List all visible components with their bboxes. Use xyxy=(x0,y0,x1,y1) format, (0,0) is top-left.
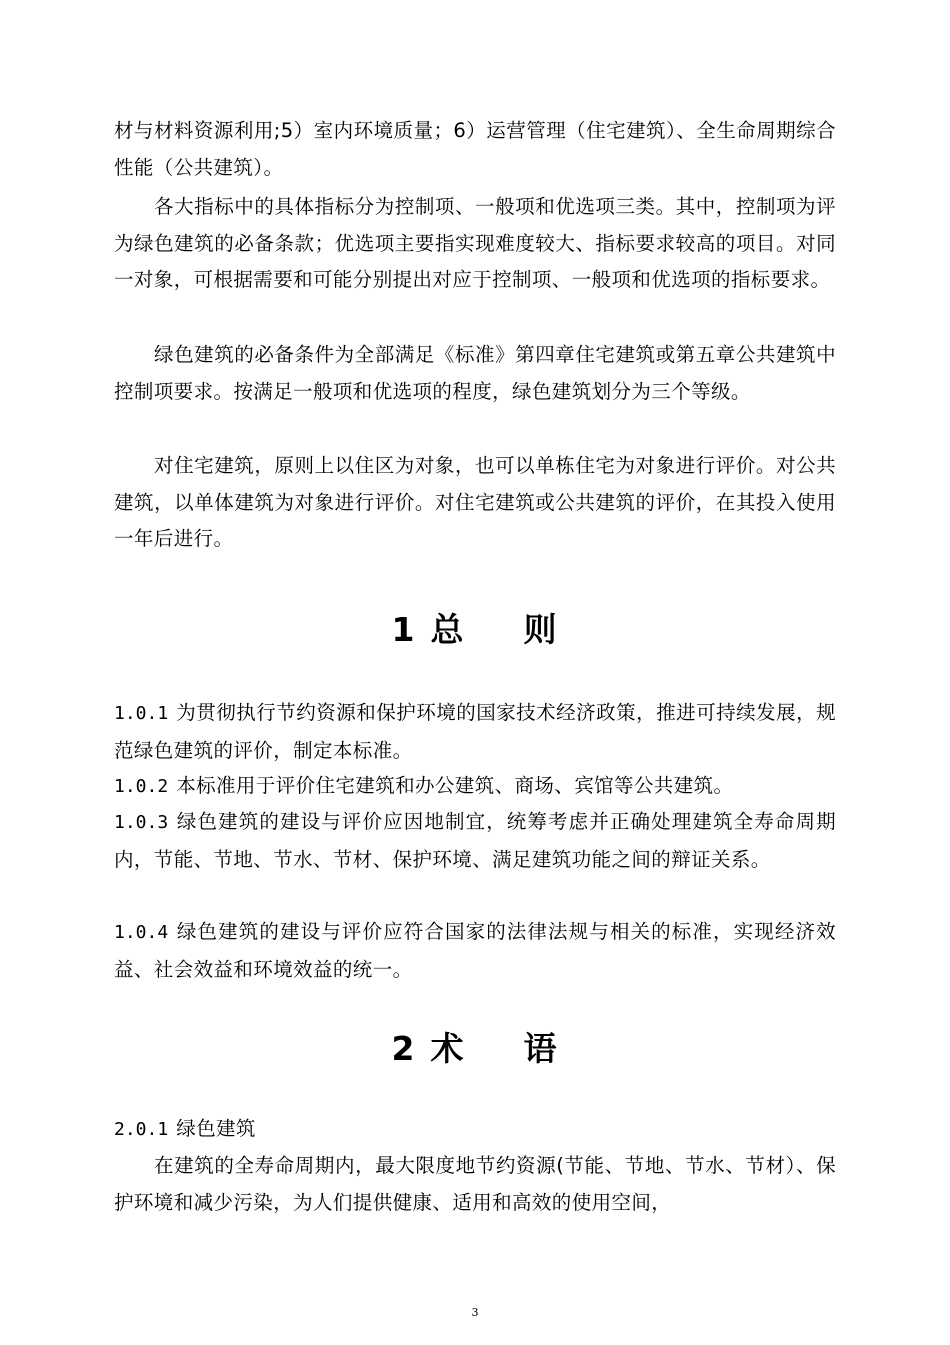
clause-number: 1.0.3 xyxy=(114,812,169,833)
intro-paragraph-4: 对住宅建筑，原则上以住区为对象，也可以单栋住宅为对象进行评价。对公共建筑，以单体建筑为对象进行评价。对住宅建筑或公共建筑的评价，在其投入使用一年后进行。 xyxy=(114,454,836,550)
clause-1-0-1 xyxy=(114,695,836,769)
term-definition: 在建筑的全寿命周期内，最大限度地节约资源(节能、节地、节水、节材）、保护环境和减少污染，为人们提供健康、适用和高效的使用空间， xyxy=(114,1154,836,1214)
intro-paragraph-1: 材与材料资源利用;5）室内环境质量；6）运营管理（住宅建筑）、全生命周期综合性能（公共建筑）。 xyxy=(114,119,836,179)
clause-1-0-4 xyxy=(114,914,836,988)
term-2-0-1 xyxy=(114,1111,836,1149)
chapter-2-heading xyxy=(0,1023,950,1070)
clause-number: 1.0.1 xyxy=(114,703,169,724)
chapter-1-title-part-1: 总 xyxy=(430,610,466,649)
term-number: 2.0.1 xyxy=(114,1119,169,1140)
intro-paragraph-3: 绿色建筑的必备条件为全部满足《标准》第四章住宅建筑或第五章公共建筑中控制项要求。按满足一般项和优选项的程度，绿色建筑划分为三个等级。 xyxy=(114,343,836,403)
chapter-2-number: 2 xyxy=(391,1029,417,1068)
clause-number: 1.0.2 xyxy=(114,776,169,797)
chapter-1-title-part-2: 则 xyxy=(523,610,559,649)
clause-1-0-3 xyxy=(114,804,836,878)
clause-1-0-2 xyxy=(114,768,836,806)
chapter-2-title-part-1: 术 xyxy=(430,1029,466,1068)
chapter-1-number: 1 xyxy=(391,610,417,649)
clause-text: 绿色建筑的建设与评价应符合国家的法律法规与相关的标准，实现经济效益、社会效益和环境效益的统一。 xyxy=(114,920,836,981)
chapter-2-title-part-2: 语 xyxy=(523,1029,559,1068)
clause-text: 绿色建筑的建设与评价应因地制宜，统筹考虑并正确处理建筑全寿命周期内，节能、节地、节水、节材、保护环境、满足建筑功能之间的辩证关系。 xyxy=(114,810,836,871)
page-number: 3 xyxy=(471,1306,479,1319)
clause-text: 为贯彻执行节约资源和保护环境的国家技术经济政策，推进可持续发展，规范绿色建筑的评价，制定本标准。 xyxy=(114,701,836,762)
intro-paragraph-2: 各大指标中的具体指标分为控制项、一般项和优选项三类。其中，控制项为评为绿色建筑的必备条款；优选项主要指实现难度较大、指标要求较高的项目。对同一对象，可根据需要和可能分别提出对应于控制项、一般项和优选项的指标要求。 xyxy=(114,195,836,291)
chapter-1-heading xyxy=(0,604,950,651)
clause-number: 1.0.4 xyxy=(114,922,169,943)
term-name: 绿色建筑 xyxy=(176,1117,256,1140)
clause-text: 本标准用于评价住宅建筑和办公建筑、商场、宾馆等公共建筑。 xyxy=(176,774,734,797)
